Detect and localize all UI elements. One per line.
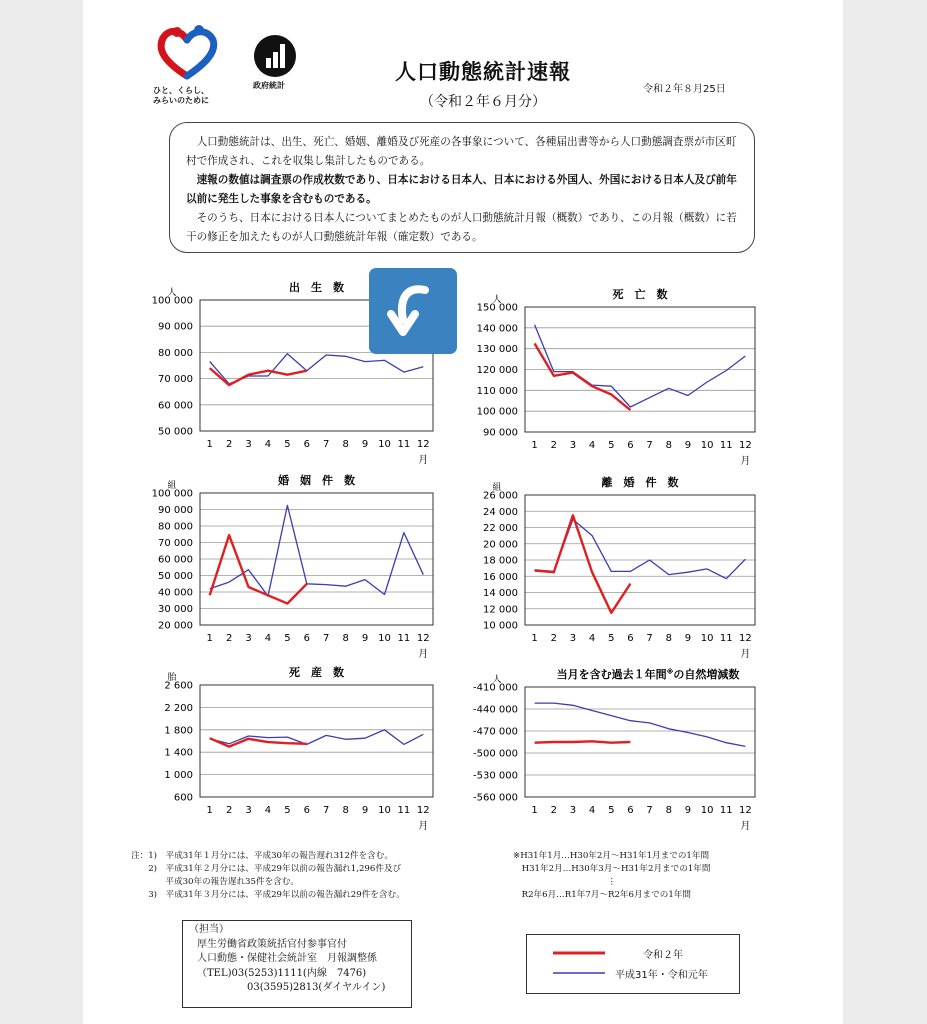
natural_change-xtick-label: 10 bbox=[700, 805, 714, 816]
natural_change-xtick-label: 9 bbox=[684, 805, 692, 816]
deaths-xtick-label: 12 bbox=[739, 440, 752, 451]
deaths-ytick-label: 120 000 bbox=[476, 365, 518, 376]
natural_change-xtick-label: 8 bbox=[665, 805, 672, 816]
births-xtick-label: 5 bbox=[284, 439, 291, 450]
contact-line: （TEL)03(5253)1111(内線 7476) bbox=[197, 967, 367, 979]
divorces-xtick-label: 12 bbox=[739, 633, 752, 644]
marriages-xtick-label: 3 bbox=[245, 633, 252, 644]
stillbirths-xtick-label: 10 bbox=[378, 805, 391, 816]
deaths-ytick-label: 130 000 bbox=[476, 344, 518, 356]
stillbirths-ytick-label: 1 800 bbox=[164, 725, 193, 737]
return-button[interactable] bbox=[369, 268, 457, 354]
legend-label-reiwa2: 令和２年 bbox=[643, 950, 683, 961]
natural_change-ytick-label: -410 000 bbox=[473, 682, 518, 694]
stillbirths-chart-title: 死 産 数 bbox=[289, 666, 344, 679]
divorces-xtick-label: 8 bbox=[665, 633, 672, 644]
marriages-chart-title: 婚 姻 件 数 bbox=[278, 474, 355, 487]
divorces-xtick-label: 3 bbox=[569, 633, 577, 644]
deaths-xtick-label: 11 bbox=[719, 440, 733, 451]
stillbirths-ytick-label: 1 400 bbox=[164, 747, 193, 759]
divorces-xtick-label: 6 bbox=[627, 633, 634, 644]
births-xtick-label: 6 bbox=[303, 439, 310, 450]
births-ytick-label: 50 000 bbox=[158, 426, 193, 438]
intro-paragraph: 人口動態統計は、出生、死亡、婚姻、離婚及び死産の各事象について、各種届出書等から人口動態調査票が市区町村で作成され、これを収集し集計したものである。 bbox=[186, 136, 737, 167]
marriages-xtick-label: 7 bbox=[323, 633, 330, 644]
stillbirths-ytick-label: 600 bbox=[173, 792, 193, 804]
divorces-chart-title: 離 婚 件 数 bbox=[601, 476, 679, 489]
divorces-ytick-label: 18 000 bbox=[483, 555, 518, 567]
logo-caption: ひと、くらし、 みらいのために bbox=[153, 86, 209, 105]
births-xtick-label: 9 bbox=[361, 439, 369, 450]
marriages-xtick-label: 11 bbox=[397, 633, 411, 644]
stillbirths-unit-label: 胎 bbox=[167, 673, 177, 683]
note-line: ※H31年1月…H30年2月～H31年1月までの1年間 bbox=[513, 851, 710, 861]
stillbirths-xtick-label: 7 bbox=[323, 805, 330, 816]
births-xtick-label: 2 bbox=[225, 439, 233, 450]
note-line: 3) 平成31年３月分には、平成29年以前の報告漏れ29件を含む。 bbox=[131, 890, 405, 900]
stillbirths-xtick-label: 6 bbox=[303, 805, 310, 816]
divorces-xtick-label: 1 bbox=[531, 633, 538, 644]
divorces-xtick-label: 5 bbox=[608, 633, 615, 644]
deaths-unit-label: 人 bbox=[492, 295, 502, 305]
marriages-ytick-label: 70 000 bbox=[158, 538, 193, 549]
natural_change-xtick-label: 11 bbox=[719, 805, 733, 816]
deaths-ytick-label: 100 000 bbox=[476, 406, 518, 418]
births-unit-label: 人 bbox=[167, 288, 177, 298]
notes-right bbox=[513, 850, 813, 902]
marriages-xtick-label: 5 bbox=[284, 633, 291, 644]
deaths-ytick-label: 90 000 bbox=[483, 427, 518, 439]
deaths-xtick-label: 6 bbox=[627, 440, 634, 451]
divorces-series-line-heisei31 bbox=[535, 519, 746, 578]
divorces-ytick-label: 16 000 bbox=[483, 571, 518, 583]
contact-box bbox=[182, 920, 412, 1008]
divorces-ytick-label: 20 000 bbox=[483, 539, 518, 551]
deaths-xtick-label: 4 bbox=[588, 440, 596, 451]
natural_change-xtick-label: 6 bbox=[627, 805, 634, 816]
stillbirths-month-label: 月 bbox=[418, 821, 429, 832]
natural_change-unit-label: 人 bbox=[492, 675, 502, 685]
births-ytick-label: 70 000 bbox=[158, 374, 193, 386]
divorces-xtick-label: 11 bbox=[719, 633, 733, 644]
marriages-month-label: 月 bbox=[418, 649, 429, 660]
deaths-ytick-label: 110 000 bbox=[476, 385, 518, 397]
deaths-xtick-label: 7 bbox=[646, 440, 653, 451]
divorces-unit-label: 組 bbox=[492, 483, 502, 493]
contact-line: 03(3595)2813(ダイヤルイン) bbox=[247, 982, 386, 993]
divorces-ytick-label: 22 000 bbox=[483, 523, 518, 534]
marriages-xtick-label: 8 bbox=[342, 633, 349, 644]
contact-label: （担当） bbox=[189, 924, 229, 935]
deaths-ytick-label: 150 000 bbox=[476, 302, 518, 314]
divorces-month-label: 月 bbox=[740, 649, 751, 660]
marriages-xtick-label: 12 bbox=[416, 633, 430, 644]
stillbirths-xtick-label: 5 bbox=[284, 805, 291, 816]
contact-line: 人口動態・保健社会統計室 月報調整係 bbox=[197, 953, 377, 964]
divorces-series-line-reiwa2 bbox=[535, 515, 631, 613]
marriages-unit-label: 組 bbox=[167, 481, 177, 491]
deaths-xtick-label: 9 bbox=[684, 440, 692, 451]
deaths-month-label: 月 bbox=[740, 456, 751, 467]
natural_change-chart-title: 当月を含む過去１年間※の自然増減数 bbox=[556, 668, 740, 681]
marriages-xtick-label: 6 bbox=[303, 633, 310, 644]
natural_change-ytick-label: -560 000 bbox=[473, 792, 518, 804]
natural_change-xtick-label: 12 bbox=[739, 805, 752, 816]
divorces-xtick-label: 9 bbox=[684, 633, 692, 644]
births-xtick-label: 4 bbox=[264, 439, 272, 450]
marriages-ytick-label: 100 000 bbox=[151, 488, 193, 500]
marriages-series-line-heisei31 bbox=[210, 505, 424, 596]
deaths-xtick-label: 2 bbox=[550, 440, 557, 451]
divorces-ytick-label: 24 000 bbox=[483, 506, 518, 518]
marriages-xtick-label: 4 bbox=[264, 633, 272, 644]
note-line: ⋮ bbox=[513, 877, 617, 887]
marriages-xtick-label: 1 bbox=[206, 633, 213, 644]
deaths-xtick-label: 5 bbox=[608, 440, 615, 451]
births-ytick-label: 60 000 bbox=[158, 400, 193, 412]
marriages-ytick-label: 60 000 bbox=[158, 554, 193, 566]
divorces-ytick-label: 26 000 bbox=[483, 490, 518, 502]
deaths-xtick-label: 10 bbox=[700, 440, 714, 451]
stillbirths-xtick-label: 8 bbox=[342, 805, 349, 816]
notes-left bbox=[131, 850, 551, 902]
release-date: 令和２年８月25日 bbox=[643, 84, 726, 95]
births-xtick-label: 7 bbox=[323, 439, 330, 450]
marriages-ytick-label: 40 000 bbox=[158, 587, 193, 599]
stillbirths-ytick-label: 2 600 bbox=[164, 680, 193, 692]
deaths-xtick-label: 8 bbox=[665, 440, 672, 451]
natural_change-series-line-heisei31 bbox=[535, 703, 746, 746]
divorces-xtick-label: 7 bbox=[646, 633, 653, 644]
births-ytick-label: 80 000 bbox=[158, 347, 193, 359]
natural_change-xtick-label: 7 bbox=[646, 805, 653, 816]
births-ytick-label: 100 000 bbox=[151, 295, 193, 307]
divorces-xtick-label: 2 bbox=[550, 633, 557, 644]
births-ytick-label: 90 000 bbox=[158, 321, 193, 333]
births-xtick-label: 11 bbox=[397, 439, 411, 450]
chart-legend bbox=[526, 934, 740, 994]
births-xtick-label: 1 bbox=[206, 439, 213, 450]
marriages-xtick-label: 2 bbox=[225, 633, 233, 644]
marriages-ytick-label: 90 000 bbox=[158, 505, 193, 516]
stillbirths-xtick-label: 12 bbox=[416, 805, 430, 816]
deaths-series-line-heisei31 bbox=[535, 325, 746, 407]
stillbirths-xtick-label: 9 bbox=[361, 805, 369, 816]
natural_change-xtick-label: 3 bbox=[569, 805, 577, 816]
natural_change-month-label: 月 bbox=[740, 821, 751, 832]
natural_change-ytick-label: -470 000 bbox=[473, 726, 518, 738]
intro-paragraph: そのうち、日本における日本人についてまとめたものが人口動態統計月報（概数）であり、この月報（概数）に若干の修正を加えたものが人口動態統計年報（確定数）である。 bbox=[186, 212, 737, 243]
divorces-ytick-label: 14 000 bbox=[483, 588, 518, 599]
return-arrow-icon bbox=[369, 268, 457, 354]
stillbirths-ytick-label: 2 200 bbox=[164, 702, 193, 714]
deaths-series-line-reiwa2 bbox=[535, 344, 631, 411]
marriages-ytick-label: 20 000 bbox=[158, 620, 193, 632]
note-line: H31年2月…H30年3月～H31年2月までの1年間 bbox=[513, 864, 711, 874]
legend-label-heisei31: 平成31年・令和元年 bbox=[615, 970, 708, 981]
births-xtick-label: 12 bbox=[416, 439, 430, 450]
deaths-chart-title: 死 亡 数 bbox=[612, 288, 668, 301]
logo-caption-statistics: 政府統計 bbox=[253, 81, 285, 90]
divorces-xtick-label: 4 bbox=[588, 633, 596, 644]
births-xtick-label: 8 bbox=[342, 439, 349, 450]
natural_change-xtick-label: 2 bbox=[550, 805, 557, 816]
stillbirths-ytick-label: 1 000 bbox=[164, 770, 193, 782]
births-xtick-label: 3 bbox=[245, 439, 252, 450]
report-page bbox=[83, 0, 843, 1024]
natural_change-xtick-label: 5 bbox=[608, 805, 615, 816]
stillbirths-xtick-label: 2 bbox=[225, 805, 233, 816]
stillbirths-xtick-label: 4 bbox=[264, 805, 272, 816]
divorces-ytick-label: 12 000 bbox=[483, 604, 518, 616]
marriages-xtick-label: 10 bbox=[378, 633, 391, 644]
intro-paragraph-bold: 速報の数値は調査票の作成枚数であり、日本における日本人、日本における外国人、外国における日本人及び前年以前に発生した事象を含むものである。 bbox=[186, 174, 737, 205]
divorces-ytick-label: 10 000 bbox=[483, 620, 518, 632]
divorces-xtick-label: 10 bbox=[700, 633, 714, 644]
deaths-ytick-label: 140 000 bbox=[476, 323, 518, 335]
marriages-ytick-label: 50 000 bbox=[158, 571, 193, 582]
marriages-ytick-label: 80 000 bbox=[158, 521, 193, 533]
natural_change-xtick-label: 1 bbox=[531, 805, 538, 816]
stillbirths-xtick-label: 3 bbox=[245, 805, 252, 816]
contact-line: 厚生労働省政策統括官付参事官付 bbox=[197, 938, 347, 950]
stillbirths-xtick-label: 1 bbox=[206, 805, 213, 816]
note-line: 2) 平成31年２月分には、平成29年以前の報告漏れ1,296件及び bbox=[131, 864, 402, 874]
deaths-xtick-label: 3 bbox=[569, 440, 577, 451]
marriages-ytick-label: 30 000 bbox=[158, 604, 193, 615]
note-line: 平成30年の報告遅れ35件を含む。 bbox=[131, 877, 299, 887]
natural_change-ytick-label: -440 000 bbox=[473, 704, 518, 716]
natural_change-ytick-label: -530 000 bbox=[473, 770, 518, 782]
note-line: R2年6月…R1年7月～R2年6月までの1年間 bbox=[513, 890, 691, 900]
births-xtick-label: 10 bbox=[378, 439, 391, 450]
stillbirths-xtick-label: 11 bbox=[397, 805, 411, 816]
note-line: 注：1) 平成31年１月分には、平成30年の報告遅れ312件を含む。 bbox=[131, 851, 393, 861]
marriages-xtick-label: 9 bbox=[361, 633, 369, 644]
page-subtitle: （令和２年６月分） bbox=[420, 94, 546, 110]
natural_change-xtick-label: 4 bbox=[588, 805, 596, 816]
natural_change-series-line-reiwa2 bbox=[535, 741, 631, 742]
births-month-label: 月 bbox=[418, 455, 429, 466]
page-title: 人口動態統計速報 bbox=[395, 60, 571, 84]
deaths-xtick-label: 1 bbox=[531, 440, 538, 451]
marriages-series-line-reiwa2 bbox=[210, 535, 307, 603]
births-chart-title: 出 生 数 bbox=[289, 281, 344, 294]
natural_change-ytick-label: -500 000 bbox=[473, 748, 518, 760]
